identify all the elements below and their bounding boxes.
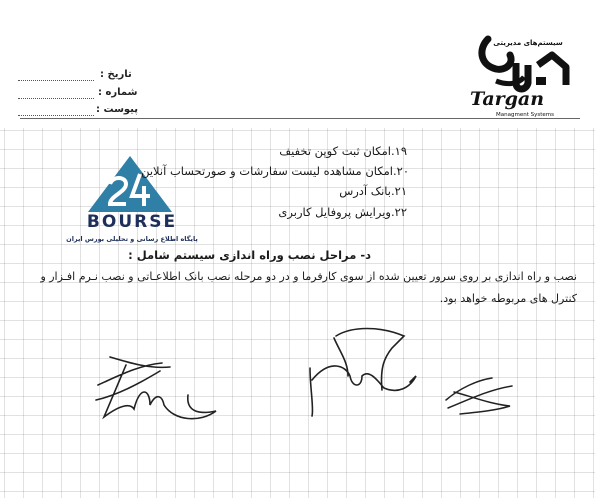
number-label: شماره : bbox=[98, 87, 138, 98]
feature-item: ۲۰.امکان مشاهده لیست سفارشات و صورتحساب آنلاین bbox=[141, 164, 409, 178]
number-line bbox=[18, 98, 94, 99]
section-body-line: نصب و راه اندازی بر روی سرور تعیین شده از سوی کارفرما و در دو مرحله نصب بانک اطلاعـاتی و نصب نـرم افـزار و bbox=[40, 270, 577, 283]
signature-right bbox=[440, 370, 520, 420]
signature-center bbox=[300, 318, 430, 418]
targan-logo bbox=[466, 25, 586, 121]
attachment-line bbox=[18, 115, 94, 116]
bourse-name: BOURSE bbox=[86, 212, 178, 232]
targan-tagline: سیستم‌های مدیریتی bbox=[493, 39, 563, 47]
date-label: تاریخ : bbox=[100, 69, 132, 80]
section-heading: د- مراحل نصب وراه اندازی سیستم شامل : bbox=[128, 248, 371, 262]
targan-subtitle: Managment Systems bbox=[496, 112, 554, 118]
feature-item: ۲۱.بانک آدرس bbox=[339, 184, 407, 198]
attachment-label: پیوست : bbox=[96, 104, 139, 115]
section-body-line: کنترل های مربوطه خواهد بود. bbox=[439, 292, 577, 305]
feature-item: ۱۹.امکان ثبت کوپن تخفیف bbox=[279, 144, 407, 158]
date-line bbox=[18, 80, 94, 81]
targan-brand: Targan bbox=[470, 88, 545, 110]
bourse-subtitle: پایگاه اطلاع رسانی و تحلیلی بورس ایران bbox=[66, 235, 198, 243]
signature-left bbox=[90, 345, 225, 435]
feature-item: ۲۲.ویرایش پروفایل کاربری bbox=[278, 205, 407, 219]
